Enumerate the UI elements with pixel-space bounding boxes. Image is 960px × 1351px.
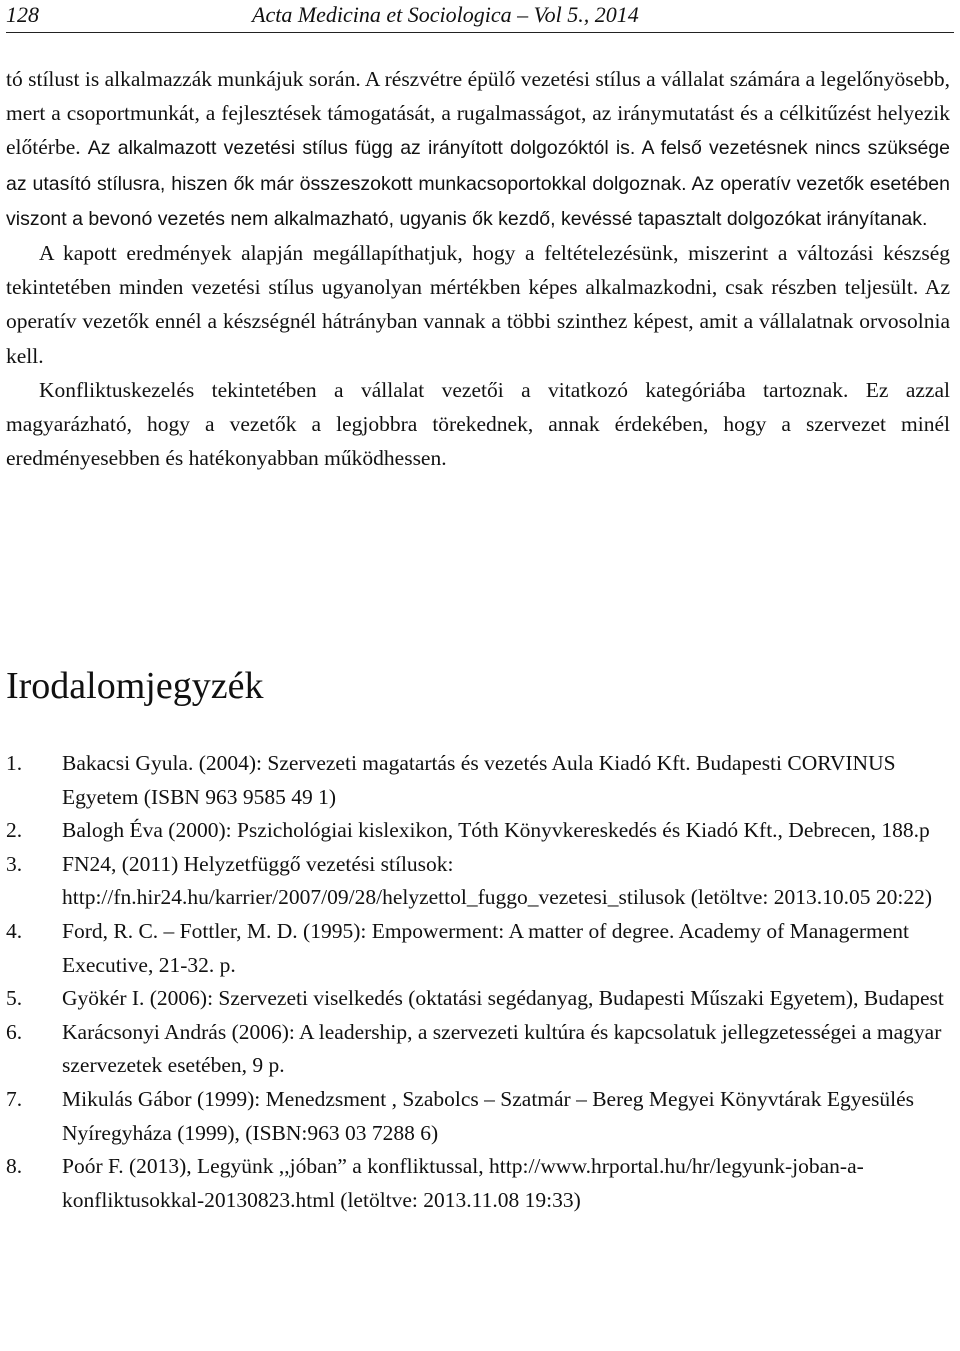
reference-number: 6.: [6, 1019, 23, 1044]
reference-text: Mikulás Gábor (1999): Menedzsment , Szabolcs – Szatmár – Bereg Megyei Könyvtárak Egyesülés Nyíregyháza (1999), (ISBN:963 03 7288 6): [62, 1086, 915, 1145]
reference-list: [6, 747, 950, 1217]
reference-text: Ford, R. C. – Fottler, M. D. (1995): Empowerment: A matter of degree. Academy of Managerment Executive, 21-32. p.: [62, 918, 910, 977]
reference-number: 7.: [6, 1086, 23, 1111]
reference-item: [6, 982, 950, 1016]
journal-title: Acta Medicina et Sociologica – Vol 5., 2014: [252, 2, 639, 27]
reference-item: [6, 915, 950, 982]
reference-number: 1.: [6, 751, 23, 775]
reference-number: 8.: [6, 1154, 23, 1179]
page-number: 128: [6, 2, 39, 27]
paragraph-2: A kapott eredmények alapján megállapíthatjuk, hogy a feltételezésünk, miszerint a változási készség tekintetében minden vezetési stílus ugyanolyan mértékben képes alkalmazkodni, csak részben teljesült. Az operatív vezetők ennél a készségnél hátrányban vannak a többi szinthez képest, amit a vállalatnak orvosolnia kell.: [6, 241, 950, 368]
reference-number: 2.: [6, 818, 23, 843]
reference-item: [6, 814, 950, 848]
reference-number: 4.: [6, 918, 23, 943]
reference-item: [6, 848, 950, 915]
references-heading: Irodalomjegyzék: [6, 665, 264, 707]
paragraph-1: [6, 62, 950, 236]
running-header: [6, 0, 954, 33]
reference-text: Gyökér I. (2006): Szervezeti viselkedés (oktatási segédanyag, Budapesti Műszaki Egyetem), Budapest: [62, 986, 944, 1011]
paragraph-3: Konfliktuskezelés tekintetében a vállalat vezetői a vitatkozó kategóriába tartoznak. Ez azzal magyarázható, hogy a vezetők a legjobbra törekednek, annak érdekében, hogy a szervezet minél eredményesebben és hatékonyabban működhessen.: [6, 377, 950, 471]
reference-item: [6, 1083, 950, 1150]
reference-item: [6, 747, 950, 814]
reference-item: [6, 1150, 950, 1217]
paragraph-1-part-a: tó stílust is alkalmazzák munkájuk során. A részvétre épülő vezetési stílus a vállalat számára a legelőnyösebb, mert a csoportmunkát, a fejlesztések támogatását, a rugalmasságot, az iránymutatást és a célkitűzést helyezik előtérbe.: [6, 67, 950, 160]
body-text: [6, 62, 950, 475]
reference-text: Poór F. (2013), Legyünk ,,jóban” a konfliktussal, http://www.hrportal.hu/hr/legyunk-joban-a-konfliktusokkal-20130823.html (letöltve: 2013.11.08 19:33): [62, 1154, 864, 1212]
reference-number: 5.: [6, 986, 23, 1011]
reference-text: Balogh Éva (2000): Pszichológiai kislexikon, Tóth Könyvkereskedés és Kiadó Kft., Debrecen, 188.p: [62, 818, 930, 843]
reference-text: FN24, (2011) Helyzetfüggő vezetési stílusok: http://fn.hir24.hu/karrier/2007/09/28/helyzettol_fuggo_vezetesi_stilusok (letöltve: 2013.10.05 20:22): [62, 851, 933, 910]
reference-text: Karácsonyi András (2006): A leadership, a szervezeti kultúra és kapcsolatuk jellegzetességei a magyar szervezetek esetében, 9 p.: [62, 1019, 942, 1078]
reference-number: 3.: [6, 851, 23, 876]
paragraph-1-part-b: Az alkalmazott vezetési stílus függ az irányított dolgozóktól is. A felső vezetésnek nincs szüksége az utasító stílusra, hiszen ők már összeszokott munkacsoportokkal dolgoznak. Az operatív vezetők esetében viszont a bevonó vezetés nem alkalmazható, ugyanis ők kezdő, kevéssé tapasztalt dolgozókat irányítanak.: [6, 137, 950, 230]
reference-text: Bakacsi Gyula. (2004): Szervezeti magatartás és vezetés Aula Kiadó Kft. Budapesti CORVINUS Egyetem (ISBN 963 9585 49 1): [62, 751, 896, 809]
reference-item: [6, 1016, 950, 1083]
